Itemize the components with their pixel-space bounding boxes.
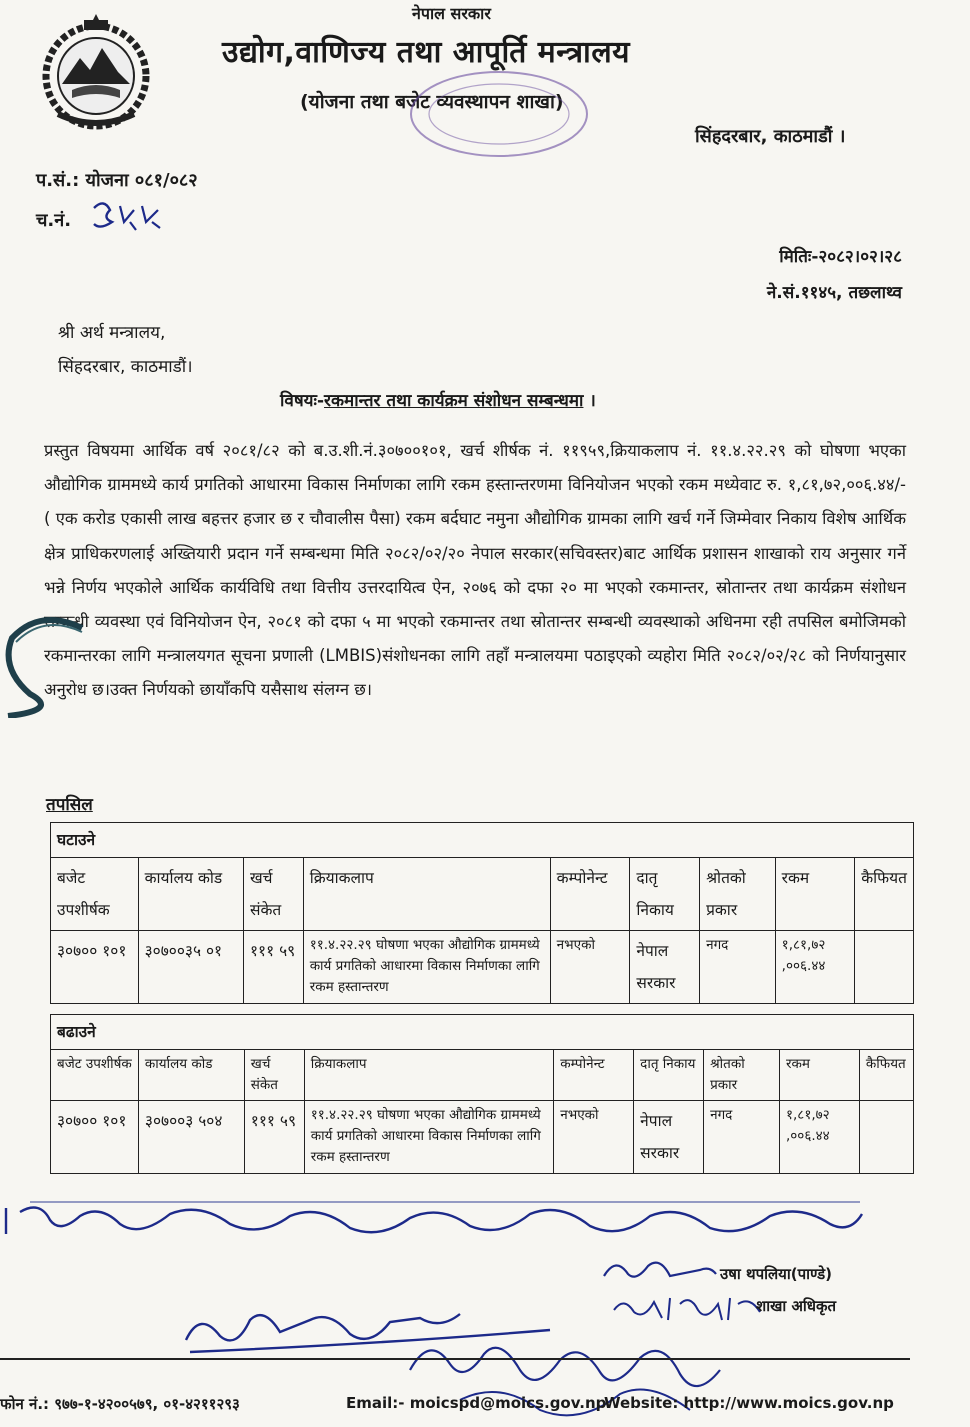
nepal-sambat-date: ने.सं.११४५, तछलाथ्व bbox=[766, 283, 902, 303]
cell-activity: ११.४.२२.२९ घोषणा भएका औद्योगिक ग्राममध्ये कार्य प्रगतिको आधारमा विकास निर्माणका लागि रकम हस्तान्तरण bbox=[304, 1101, 554, 1174]
government-heading: नेपाल सरकार bbox=[412, 4, 491, 23]
table-row bbox=[51, 931, 914, 1004]
header-component: कम्पोनेन्ट bbox=[554, 1050, 634, 1101]
footer-phone: फोन नं.: ९७७-१-४२००५७९, ०१-४२११२९३ bbox=[0, 1395, 240, 1413]
handwritten-signature-date bbox=[610, 1290, 770, 1324]
cell-source-type: नगद bbox=[700, 931, 776, 1004]
handwritten-approval-note bbox=[0, 1194, 880, 1254]
header-amount: रकम bbox=[780, 1050, 860, 1101]
header-remarks: कैफियत bbox=[859, 1050, 913, 1101]
letter-date: मितिः-२०८२।०२।२८ bbox=[779, 247, 902, 267]
cell-office-code: ३०७००३५ ०१ bbox=[138, 931, 243, 1004]
cell-office-code: ३०७००३ ५०४ bbox=[138, 1101, 244, 1174]
branch-name: (योजना तथा बजेट व्यवस्थापन शाखा) bbox=[300, 91, 564, 113]
signatory-name: उषा थपलिया(पाण्डे) bbox=[720, 1265, 833, 1283]
header-donor: दातृ निकाय bbox=[634, 1050, 704, 1101]
dispatch-number-label: च.नं. bbox=[36, 210, 72, 231]
header-budget-subheading: बजेट उपशीर्षक bbox=[51, 858, 139, 931]
header-activity: क्रियाकलाप bbox=[303, 858, 550, 931]
cell-activity: ११.४.२२.२९ घोषणा भएका औद्योगिक ग्राममध्ये कार्य प्रगतिको आधारमा विकास निर्माणका लागि रकम हस्तान्तरण bbox=[303, 931, 550, 1004]
cell-budget-subheading: ३०७०० १०१ bbox=[51, 931, 139, 1004]
subject-text: रकमान्तर तथा कार्यक्रम संशोधन सम्बन्धमा bbox=[324, 391, 584, 411]
header-office-code: कार्यालय कोड bbox=[138, 858, 243, 931]
header-budget-subheading: बजेट उपशीर्षक bbox=[51, 1050, 139, 1101]
cell-component: नभएको bbox=[550, 931, 630, 1004]
section-label-decrease: घटाउने bbox=[51, 823, 914, 858]
decrease-table bbox=[50, 822, 914, 1004]
cell-component: नभएको bbox=[554, 1101, 634, 1174]
header-expense-code: खर्च संकेत bbox=[244, 1050, 304, 1101]
table-section-row bbox=[51, 823, 914, 858]
cell-donor: नेपाल सरकार bbox=[630, 931, 700, 1004]
footer-divider bbox=[0, 1358, 910, 1360]
header-amount: रकम bbox=[775, 858, 855, 931]
header-donor: दातृ निकाय bbox=[630, 858, 700, 931]
office-address: सिंहदरबार, काठमाडौं । bbox=[695, 126, 846, 147]
handwritten-dispatch-number bbox=[90, 196, 180, 236]
increase-table bbox=[50, 1014, 914, 1174]
subject-end: । bbox=[583, 391, 596, 411]
recipient-line-1: श्री अर्थ मन्त्रालय, bbox=[58, 323, 166, 343]
section-label-increase: बढाउने bbox=[51, 1015, 914, 1050]
cell-amount: १,८१,७२ ,००६.४४ bbox=[775, 931, 855, 1004]
table-header-row bbox=[51, 1050, 914, 1101]
header-activity: क्रियाकलाप bbox=[304, 1050, 554, 1101]
header-remarks: कैफियत bbox=[855, 858, 914, 931]
cell-amount: १,८१,७२ ,००६.४४ bbox=[780, 1101, 860, 1174]
signatory-signature bbox=[600, 1252, 720, 1288]
cell-donor: नेपाल सरकार bbox=[634, 1101, 704, 1174]
header-expense-code: खर्च संकेत bbox=[243, 858, 303, 931]
cell-expense-code: १११ ५९ bbox=[244, 1101, 304, 1174]
subject-line bbox=[280, 388, 596, 411]
table-row bbox=[51, 1101, 914, 1174]
signatory-title: शाखा अधिकृत bbox=[756, 1297, 837, 1315]
cell-remarks bbox=[859, 1101, 913, 1174]
ministry-seal-stamp bbox=[404, 64, 594, 164]
nepal-emblem-logo bbox=[32, 14, 160, 130]
footer-email-link[interactable]: Email:- moicspd@moics.gov.np bbox=[346, 1394, 607, 1412]
header-component: कम्पोनेन्ट bbox=[550, 858, 630, 931]
header-office-code: कार्यालय कोड bbox=[138, 1050, 244, 1101]
cell-budget-subheading: ३०७०० १०१ bbox=[51, 1101, 139, 1174]
cell-expense-code: १११ ५९ bbox=[243, 931, 303, 1004]
binding-cord bbox=[0, 598, 90, 718]
footer-website-link[interactable]: Website: http://www.moics.gov.np bbox=[604, 1394, 894, 1412]
recipient-line-2: सिंहदरबार, काठमाडौं। bbox=[58, 357, 193, 377]
header-source-type: श्रोतको प्रकार bbox=[704, 1050, 780, 1101]
ministry-title: उद्योग,वाणिज्य तथा आपूर्ति मन्त्रालय bbox=[222, 35, 631, 70]
table-header-row bbox=[51, 858, 914, 931]
schedule-heading: तपसिल bbox=[46, 795, 93, 815]
cell-remarks bbox=[855, 931, 914, 1004]
letter-body: प्रस्तुत विषयमा आर्थिक वर्ष २०८१/८२ को ब.उ.शी.नं.३०७००१०१, खर्च शीर्षक नं. ११९५९,क्रियाकलाप नं. ११.४.२२.२९ को घोषणा भएका औद्योगिक ग्राममध्ये कार्य प्रगतिको आधारमा विकास निर्माणका लागि रकम हस्तान्तरणमा विनियोजन भएको रकम मध्येवाट रु. १,८१,७२,००६.४४/-( एक करोड एकासी लाख बहत्तर हजार छ र चौवालीस पैसा) रकम बर्दघाट नमुना औद्योगिक ग्रामका लागि खर्च गर्ने जिम्मेवार निकाय विशेष आर्थिक क्षेत्र प्राधिकरणलाई अख्तियारी प्रदान गर्ने सम्बन्धमा मिति २०८२/०२/२० नेपाल सरकार(सचिवस्तर)बाट आर्थिक प्रशासन शाखाको राय अनुसार गर्ने भन्ने निर्णय भएकोले आर्थिक कार्यविधि तथा वित्तीय उत्तरदायित्व ऐन, २०७६ को दफा २० मा भएको रकमान्तर, स्रोतान्तर तथा कार्यक्रम संशोधन सम्बन्धी व्यवस्था एवं विनियोजन ऐन, २०८१ को दफा ५ मा भएको रकमान्तर तथा स्रोतान्तर सम्बन्धी व्यवस्थाको अधिनमा रही तपसिल बमोजिमको रकमान्तरका लागि मन्त्रालयगत सूचना प्रणाली (LMBIS)संशोधनका लागि तहाँ मन्त्रालयमा पठाइएको व्यहोरा मिति २०८२/०२/२८ को निर्णयानुसार अनुरोध छ।उक्त निर्णयको छायाँकपि यसैसाथ संलग्न छ। bbox=[44, 441, 906, 700]
header-source-type: श्रोतको प्रकार bbox=[700, 858, 776, 931]
table-section-row bbox=[51, 1015, 914, 1050]
cell-source-type: नगद bbox=[704, 1101, 780, 1174]
subject-label: विषयः- bbox=[280, 391, 325, 411]
reference-number: प.सं.: योजना ०८१/०८२ bbox=[36, 170, 198, 191]
